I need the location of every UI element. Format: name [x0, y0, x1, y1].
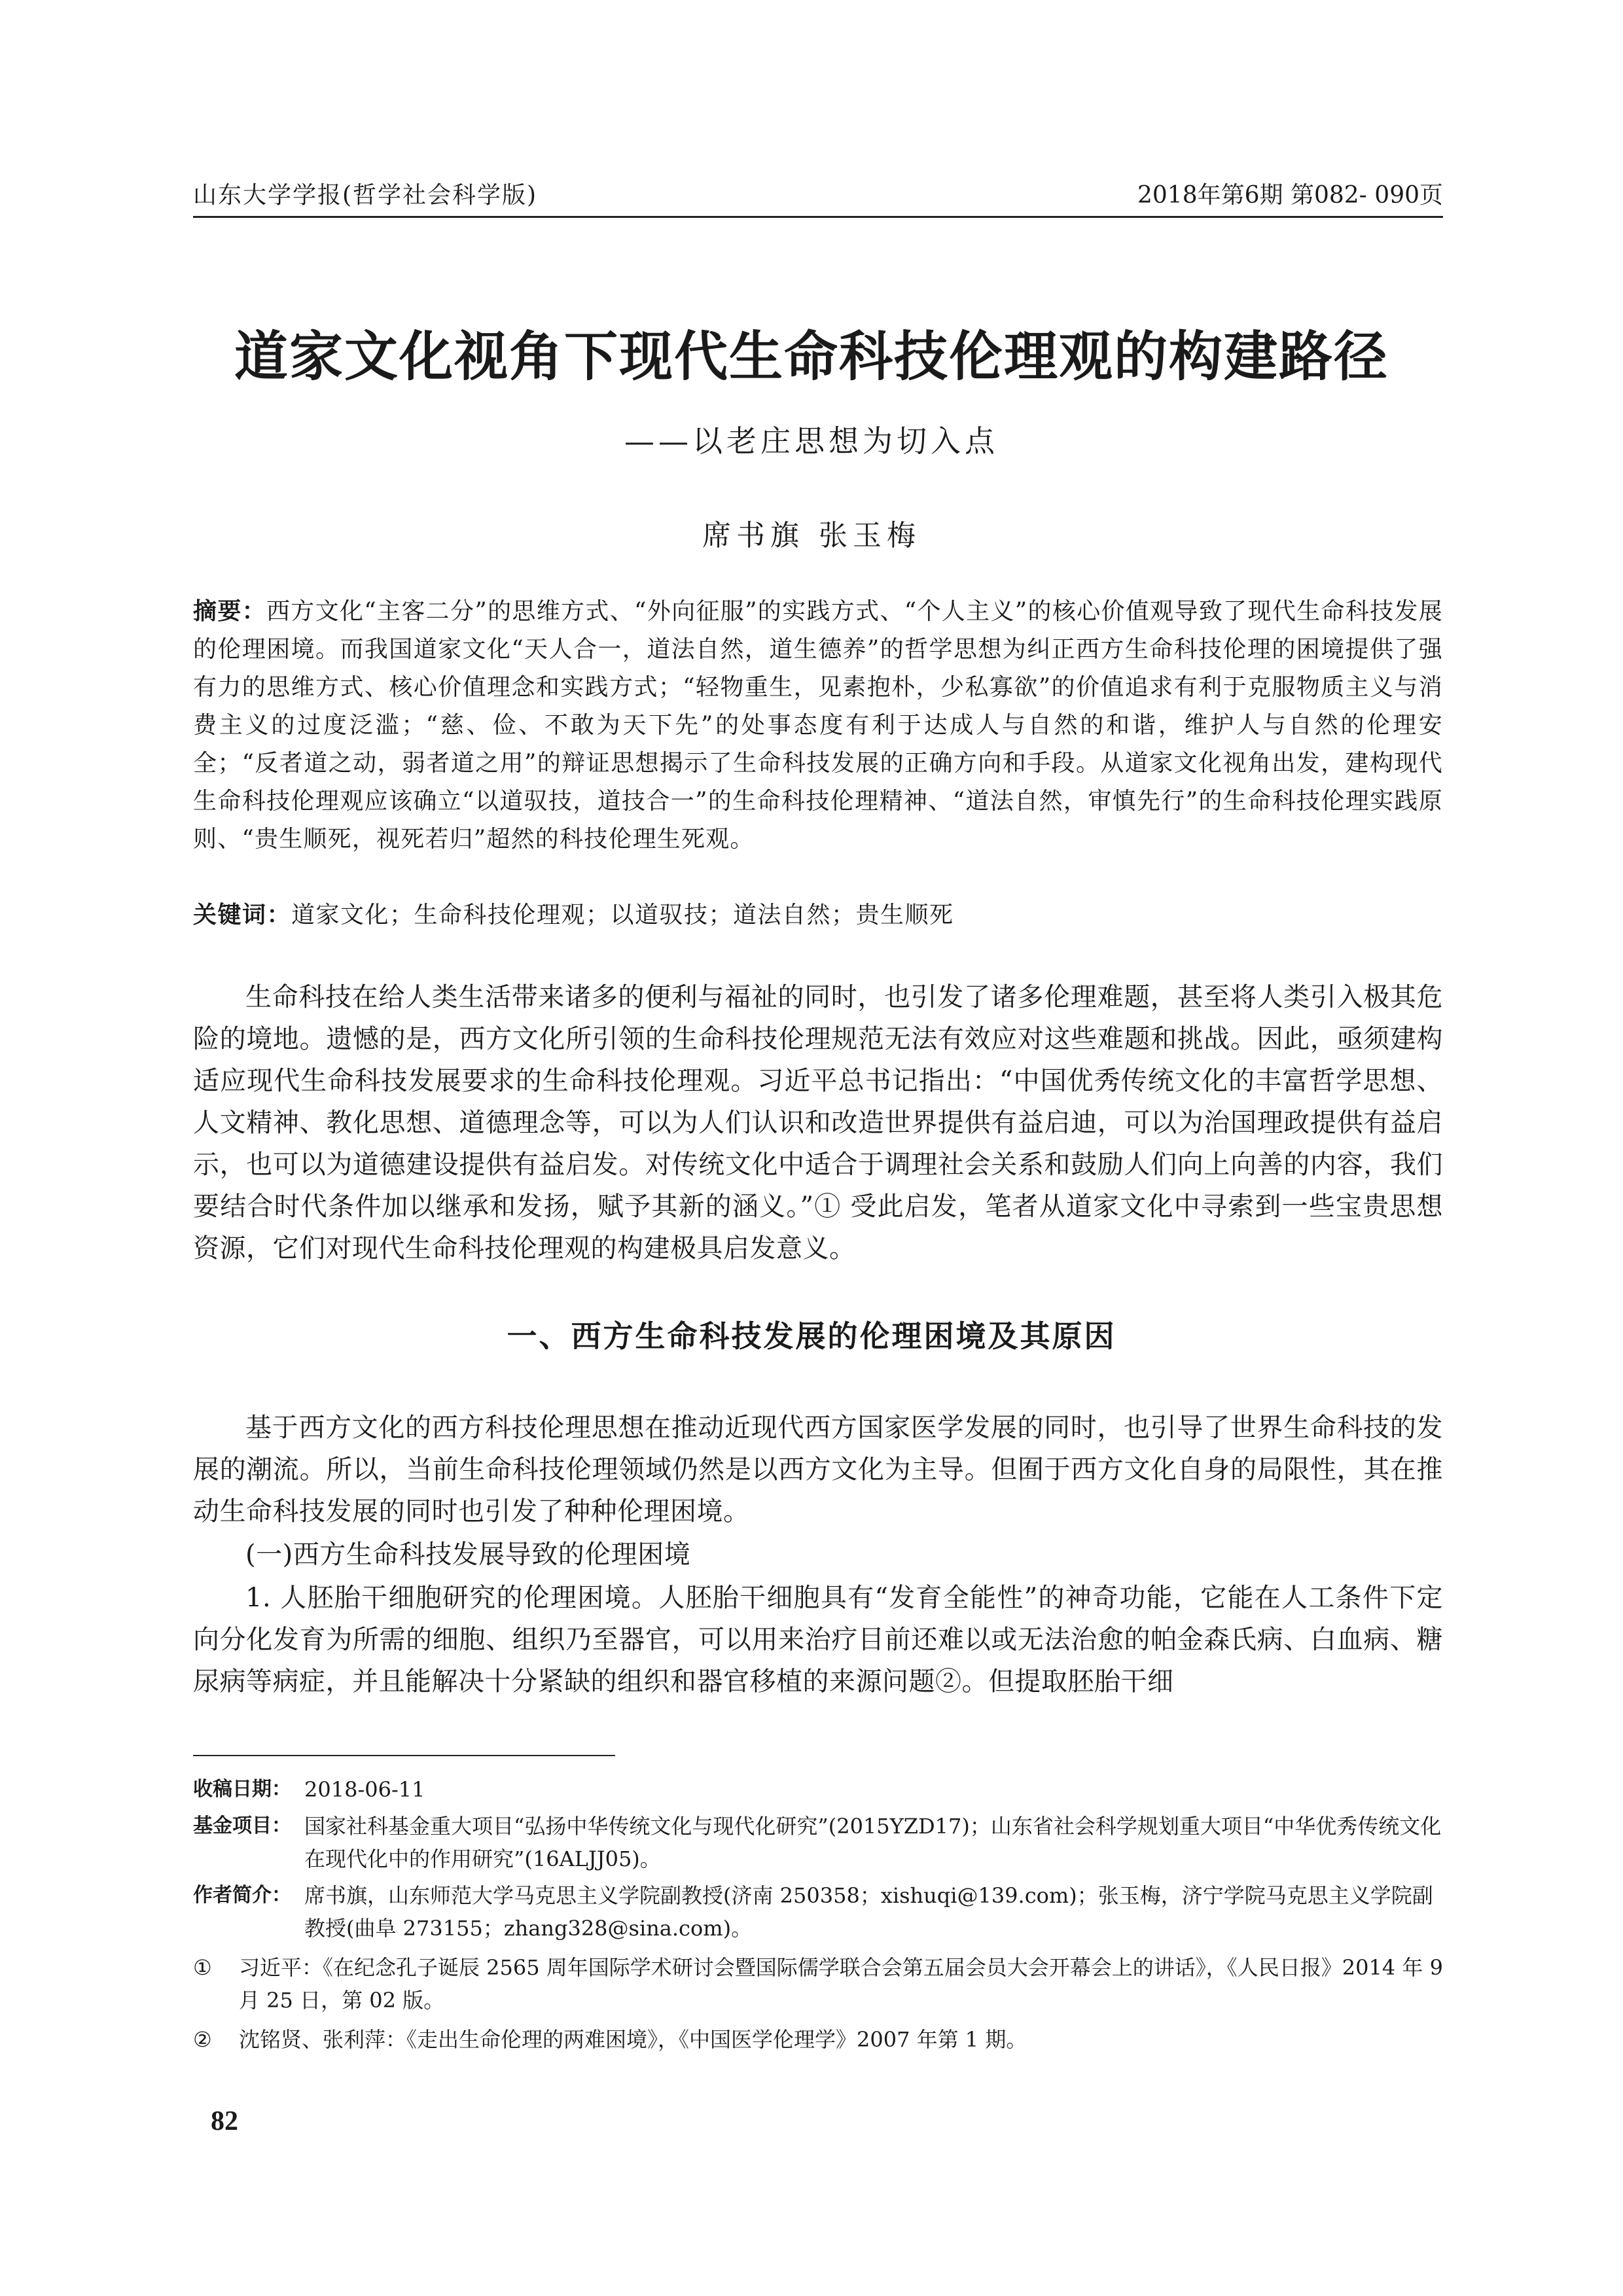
keywords-label: 关键词： [193, 902, 292, 928]
issue-info: 2018年第6期 第082- 090页 [1137, 182, 1443, 209]
body-paragraph-2: 基于西方文化的西方科技伦理思想在推动近现代西方国家医学发展的同时，也引导了世界生命科技的发展的潮流。所以，当前生命科技伦理领域仍然是以西方文化为主导。但囿于西方文化自身的局限性，其在推动生命科技发展的同时也引发了种种伦理困境。 [193, 1413, 1443, 1527]
author-text: 席书旗，山东师范大学马克思主义学院副教授(济南 250358；xishuqi@139.com)；张玉梅，济宁学院马克思主义学院副教授(曲阜 273155；zhang328@sina.com)。 [304, 1883, 1433, 1941]
footnote-2 [193, 2023, 1443, 2056]
article-title: 道家文化视角下现代生命科技伦理观的构建路径 [234, 325, 1389, 388]
article-subtitle: ——以老庄思想为切入点 [624, 423, 999, 459]
page-number: 82 [211, 2106, 238, 2136]
author-label: 作者简介： [193, 1884, 291, 1907]
section-heading-1: 一、西方生命科技发展的伦理困境及其原因 [507, 1318, 1116, 1354]
fund-text: 国家社科基金重大项目“弘扬中华传统文化与现代化研究”(2015YZD17)；山东省社会科学规划重大项目“中华优秀传统文化在现代化中的作用研究”(16ALJJ05)。 [304, 1814, 1442, 1871]
abstract [193, 593, 1443, 858]
article-notes [193, 1773, 1443, 2056]
footnote-divider [193, 1755, 615, 1756]
received-date-note [193, 1773, 1443, 1806]
footnote-1-mark: ① [193, 1955, 212, 1980]
footnote-2-text: 沈铭贤、张利萍：《走出生命伦理的两难困境》，《中国医学伦理学》2007 年第 1 期。 [239, 2027, 1027, 2052]
received-date: 2018-06-11 [304, 1777, 425, 1802]
running-header [193, 177, 1443, 218]
abstract-text: 西方文化“主客二分”的思维方式、“外向征服”的实践方式、“个人主义”的核心价值观导致了现代生命科技发展的伦理困境。而我国道家文化“天人合一，道法自然，道生德养”的哲学思想为纠正西方生命科技伦理的困境提供了强有力的思维方式、核心价值理念和实践方式；“轻物重生，见素抱朴，少私寡欲”的价值追求有利于克服物质主义与消费主义的过度泛滥；“慈、俭、不敢为天下先”的处事态度有利于达成人与自然的和谐，维护人与自然的伦理安全；“反者道之动，弱者道之用”的辩证思想揭示了生命科技发展的正确方向和手段。从道家文化视角出发，建构现代生命科技伦理观应该确立“以道驭技，道技合一”的生命科技伦理精神、“道法自然，审慎先行”的生命科技伦理实践原则、“贵生顺死，视死若归”超然的科技伦理生死观。 [193, 598, 1443, 853]
received-label: 收稿日期： [193, 1778, 291, 1801]
subsection-heading-1: (一)西方生命科技发展导致的伦理困境 [245, 1540, 691, 1570]
footnote-1 [193, 1951, 1443, 2017]
fund-note [193, 1810, 1443, 1875]
abstract-label: 摘要： [193, 598, 266, 625]
body-paragraph-1: 生命科技在给人类生活带来诸多的便利与福祉的同时，也引发了诸多伦理难题，甚至将人类引入极其危险的境地。遗憾的是，西方文化所引领的生命科技伦理规范无法有效应对这些难题和挑战。因此，亟须建构适应现代生命科技发展要求的生命科技伦理观。习近平总书记指出：“中国优秀传统文化的丰富哲学思想、人文精神、教化思想、道德理念等，可以为人们认识和改造世界提供有益启迪，可以为治国理政提供有益启示，也可以为道德建设提供有益启发。对传统文化中适合于调理社会关系和鼓励人们向上向善的内容，我们要结合时代条件加以继承和发扬，赋予其新的涵义。”① 受此启发，笔者从道家文化中寻索到一些宝贵思想资源，它们对现代生命科技伦理观的构建极具启发意义。 [193, 982, 1443, 1263]
journal-name: 山东大学学报(哲学社会科学版) [193, 182, 538, 209]
fund-label: 基金项目： [193, 1814, 291, 1837]
keywords-text: 道家文化；生命科技伦理观；以道驭技；道法自然；贵生顺死 [291, 902, 954, 928]
article-authors: 席书旗 张玉梅 [702, 519, 921, 552]
author-note [193, 1879, 1443, 1945]
body-paragraph-3: 1. 人胚胎干细胞研究的伦理困境。人胚胎干细胞具有“发育全能性”的神奇功能，它能在人工条件下定向分化发育为所需的细胞、组织乃至器官，可以用来治疗目前还难以或无法治愈的帕金森氏病、白血病、糖尿病等病症，并且能解决十分紧缺的组织和器官移植的来源问题②。但提取胚胎干细 [193, 1583, 1443, 1697]
footnote-2-mark: ② [193, 2027, 212, 2052]
footnote-1-text: 习近平：《在纪念孔子诞辰 2565 周年国际学术研讨会暨国际儒学联合会第五届会员大会开幕会上的讲话》，《人民日报》2014 年 9 月 25 日，第 02 版。 [239, 1955, 1443, 2013]
keywords [193, 896, 1443, 934]
